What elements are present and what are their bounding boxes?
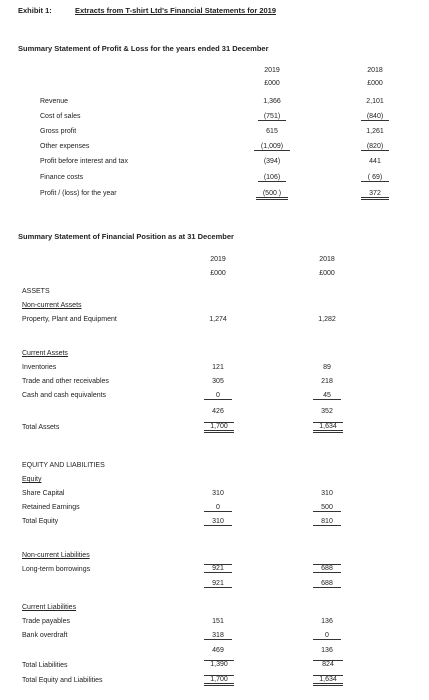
total-liabilities-2018: 824 [313,660,343,668]
pl-row-2018: 372 [361,190,389,200]
ncl-total-2018: 688 [313,580,341,588]
pl-row-label: Gross profit [40,128,77,135]
total-equity-2019: 310 [204,518,232,526]
total-equity-liabilities-label: Total Equity and Liabilities [22,677,103,684]
cl-total-2018: 136 [321,647,333,654]
pl-row-2018: 441 [369,158,381,165]
share-capital-2019: 310 [212,490,224,497]
pl-header-2018: 2018 [367,67,383,74]
pl-title: Summary Statement of Profit & Loss for the years ended 31 December [18,44,269,53]
pl-row-2019: (751) [258,113,286,121]
current-assets-heading: Current Assets [22,350,68,357]
bank-overdraft-label: Bank overdraft [22,632,68,639]
long-term-borrowings-2018: 688 [313,564,341,573]
pl-row-2019: (1,009) [254,143,290,151]
trade-payables-2018: 136 [321,618,333,625]
total-equity-liabilities-2018: 1,634 [313,675,343,686]
pl-row-label: Finance costs [40,174,84,181]
retained-earnings-2018: 500 [313,504,341,512]
total-liabilities-2019: 1,390 [204,660,234,668]
pl-row-2019: (394) [263,158,281,165]
cl-total-2019: 469 [212,647,224,654]
inventories-2018: 89 [323,364,331,371]
pl-row-label: Revenue [40,98,69,105]
bs-header-2019: 2019 [210,256,226,263]
total-equity-liabilities-2019: 1,700 [204,675,234,686]
pl-unit-2019: £000 [264,80,280,87]
exhibit-title: Extracts from T-shirt Ltd's Financial Statements for 2019 [75,6,277,15]
non-current-liabilities-heading: Non-current Liabilities [22,552,90,559]
pl-row-label: Other expenses [40,143,90,150]
ca-total-2019: 426 [212,408,224,415]
inventories-2019: 121 [212,364,224,371]
total-equity-label: Total Equity [22,518,59,525]
assets-heading: ASSETS [22,288,50,295]
ncl-total-2019: 921 [204,580,232,588]
receivables-2019: 305 [212,378,224,385]
ppe-label: Property, Plant and Equipment [22,316,117,323]
bank-overdraft-2019: 318 [204,632,232,640]
pl-row-2018: (820) [361,143,389,151]
non-current-assets-heading: Non-current Assets [22,302,82,309]
exhibit-label: Exhibit 1: [18,6,52,15]
ppe-2019: 1,274 [209,316,227,323]
total-assets-2018: 1,634 [313,422,343,433]
pl-row-2018: ( 69) [361,174,389,182]
long-term-borrowings-2019: 921 [204,564,232,573]
trade-payables-2019: 151 [212,618,224,625]
pl-row-2018: 2,101 [366,98,384,105]
equity-liabilities-heading: EQUITY AND LIABILITIES [22,462,105,469]
pl-row-label: Cost of sales [40,113,81,120]
ca-total-2018: 352 [321,408,333,415]
trade-payables-label: Trade payables [22,618,70,625]
total-assets-label: Total Assets [22,424,60,431]
receivables-2018: 218 [321,378,333,385]
pl-row-label: Profit before interest and tax [40,158,128,165]
share-capital-2018: 310 [321,490,333,497]
receivables-label: Trade and other receivables [22,378,109,385]
retained-earnings-2019: 0 [204,504,232,512]
current-liabilities-heading: Current Liabilities [22,604,77,611]
cash-2018: 45 [313,392,341,400]
share-capital-label: Share Capital [22,490,65,497]
ppe-2018: 1,282 [318,316,336,323]
pl-row-2019: (106) [258,174,286,182]
pl-row-2018: (840) [361,113,389,121]
pl-header-2019: 2019 [264,67,280,74]
pl-row-2019: 615 [266,128,278,135]
pl-row-2018: 1,261 [366,128,384,135]
total-equity-2018: 810 [313,518,341,526]
pl-row-2019: (500 ) [256,190,288,200]
pl-row-label: Profit / (loss) for the year [40,190,117,197]
cash-2019: 0 [204,392,232,400]
bs-title: Summary Statement of Financial Position as at 31 December [18,232,234,241]
equity-heading: Equity [22,476,42,483]
inventories-label: Inventories [22,364,57,371]
bank-overdraft-2018: 0 [313,632,341,640]
pl-row-2019: 1,366 [263,98,281,105]
bs-unit-2019: £000 [210,270,226,277]
long-term-borrowings-label: Long-term borrowings [22,566,91,573]
bs-unit-2018: £000 [319,270,335,277]
retained-earnings-label: Retained Earnings [22,504,80,511]
total-liabilities-label: Total Liabilities [22,662,68,669]
cash-label: Cash and cash equivalents [22,392,107,399]
bs-header-2018: 2018 [319,256,335,263]
pl-unit-2018: £000 [367,80,383,87]
total-assets-2019: 1,700 [204,422,234,433]
